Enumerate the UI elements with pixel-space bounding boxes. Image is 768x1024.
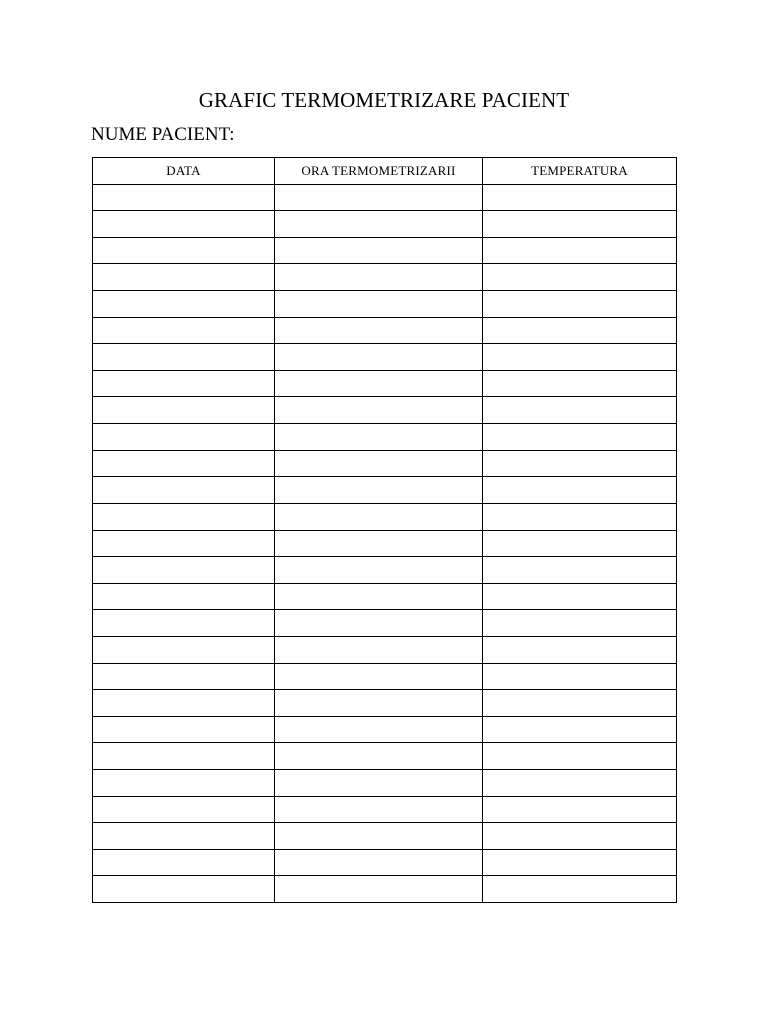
table-cell-ora bbox=[275, 450, 483, 477]
table-cell-ora bbox=[275, 424, 483, 451]
table-cell-temperatura bbox=[483, 264, 677, 291]
table-row bbox=[93, 503, 677, 530]
table-cell-temperatura bbox=[483, 424, 677, 451]
table-cell-data bbox=[93, 636, 275, 663]
table-cell-ora bbox=[275, 849, 483, 876]
table-row bbox=[93, 450, 677, 477]
table-cell-temperatura bbox=[483, 610, 677, 637]
table-row bbox=[93, 424, 677, 451]
table-cell-ora bbox=[275, 690, 483, 717]
table-cell-ora bbox=[275, 823, 483, 850]
table-cell-temperatura bbox=[483, 477, 677, 504]
document-title: GRAFIC TERMOMETRIZARE PACIENT bbox=[198, 88, 570, 112]
table-row bbox=[93, 823, 677, 850]
table-cell-data bbox=[93, 796, 275, 823]
table-row bbox=[93, 397, 677, 424]
table-cell-ora bbox=[275, 370, 483, 397]
table-cell-data bbox=[93, 344, 275, 371]
table-row bbox=[93, 530, 677, 557]
table-cell-ora bbox=[275, 317, 483, 344]
table-cell-ora bbox=[275, 716, 483, 743]
table-cell-ora bbox=[275, 530, 483, 557]
table-row bbox=[93, 291, 677, 318]
table-row bbox=[93, 770, 677, 797]
table-row bbox=[93, 583, 677, 610]
table-row bbox=[93, 743, 677, 770]
table-row bbox=[93, 211, 677, 238]
table-cell-temperatura bbox=[483, 291, 677, 318]
column-header-temperatura: TEMPERATURA bbox=[483, 158, 677, 185]
table-row bbox=[93, 237, 677, 264]
patient-name-label: NUME PACIENT: bbox=[91, 124, 235, 145]
table-cell-temperatura bbox=[483, 663, 677, 690]
table-cell-ora bbox=[275, 264, 483, 291]
table-cell-temperatura bbox=[483, 690, 677, 717]
table-cell-temperatura bbox=[483, 503, 677, 530]
table-cell-temperatura bbox=[483, 370, 677, 397]
table-cell-temperatura bbox=[483, 237, 677, 264]
table-cell-ora bbox=[275, 636, 483, 663]
table-row bbox=[93, 610, 677, 637]
table-body bbox=[93, 184, 677, 902]
table-cell-data bbox=[93, 237, 275, 264]
table-cell-data bbox=[93, 530, 275, 557]
table-cell-ora bbox=[275, 796, 483, 823]
table-cell-data bbox=[93, 370, 275, 397]
table-cell-ora bbox=[275, 477, 483, 504]
table-cell-ora bbox=[275, 344, 483, 371]
table-row bbox=[93, 849, 677, 876]
table-cell-ora bbox=[275, 211, 483, 238]
table-cell-temperatura bbox=[483, 450, 677, 477]
table-cell-ora bbox=[275, 876, 483, 903]
table-cell-ora bbox=[275, 397, 483, 424]
table-cell-data bbox=[93, 583, 275, 610]
table-row bbox=[93, 636, 677, 663]
table-row bbox=[93, 690, 677, 717]
table-cell-data bbox=[93, 557, 275, 584]
table-header-row bbox=[93, 158, 677, 185]
table-cell-data bbox=[93, 184, 275, 211]
table-cell-temperatura bbox=[483, 796, 677, 823]
table-cell-temperatura bbox=[483, 557, 677, 584]
table-cell-data bbox=[93, 770, 275, 797]
table-row bbox=[93, 264, 677, 291]
table-cell-temperatura bbox=[483, 823, 677, 850]
table-row bbox=[93, 663, 677, 690]
table-cell-temperatura bbox=[483, 743, 677, 770]
table-cell-ora bbox=[275, 610, 483, 637]
table-cell-temperatura bbox=[483, 849, 677, 876]
table-cell-data bbox=[93, 503, 275, 530]
table-cell-temperatura bbox=[483, 636, 677, 663]
table-cell-temperatura bbox=[483, 876, 677, 903]
table-cell-data bbox=[93, 876, 275, 903]
table-row bbox=[93, 370, 677, 397]
table-cell-temperatura bbox=[483, 530, 677, 557]
table-cell-data bbox=[93, 663, 275, 690]
table-cell-data bbox=[93, 264, 275, 291]
table-cell-data bbox=[93, 823, 275, 850]
table-row bbox=[93, 477, 677, 504]
table-cell-temperatura bbox=[483, 184, 677, 211]
table-cell-ora bbox=[275, 743, 483, 770]
table-row bbox=[93, 876, 677, 903]
table-cell-data bbox=[93, 211, 275, 238]
table-cell-ora bbox=[275, 557, 483, 584]
table-cell-data bbox=[93, 743, 275, 770]
table-row bbox=[93, 184, 677, 211]
table-cell-data bbox=[93, 716, 275, 743]
table-cell-ora bbox=[275, 291, 483, 318]
column-header-data: DATA bbox=[93, 158, 275, 185]
table-row bbox=[93, 317, 677, 344]
table-cell-ora bbox=[275, 503, 483, 530]
table-cell-data bbox=[93, 317, 275, 344]
table-row bbox=[93, 716, 677, 743]
table-cell-temperatura bbox=[483, 716, 677, 743]
table-cell-temperatura bbox=[483, 344, 677, 371]
table-cell-temperatura bbox=[483, 317, 677, 344]
table-cell-data bbox=[93, 610, 275, 637]
table-row bbox=[93, 796, 677, 823]
table-row bbox=[93, 557, 677, 584]
table-cell-ora bbox=[275, 770, 483, 797]
column-header-ora-termometrizarii: ORA TERMOMETRIZARII bbox=[275, 158, 483, 185]
table-cell-ora bbox=[275, 663, 483, 690]
table-cell-data bbox=[93, 397, 275, 424]
table-cell-temperatura bbox=[483, 770, 677, 797]
table-cell-ora bbox=[275, 184, 483, 211]
table-cell-data bbox=[93, 450, 275, 477]
table-cell-ora bbox=[275, 583, 483, 610]
table-cell-data bbox=[93, 477, 275, 504]
table-cell-temperatura bbox=[483, 211, 677, 238]
table-cell-data bbox=[93, 291, 275, 318]
table-cell-temperatura bbox=[483, 583, 677, 610]
table-cell-data bbox=[93, 690, 275, 717]
table-cell-ora bbox=[275, 237, 483, 264]
table-row bbox=[93, 344, 677, 371]
temperature-table bbox=[92, 157, 677, 903]
table-cell-data bbox=[93, 849, 275, 876]
table-cell-temperatura bbox=[483, 397, 677, 424]
table-cell-data bbox=[93, 424, 275, 451]
